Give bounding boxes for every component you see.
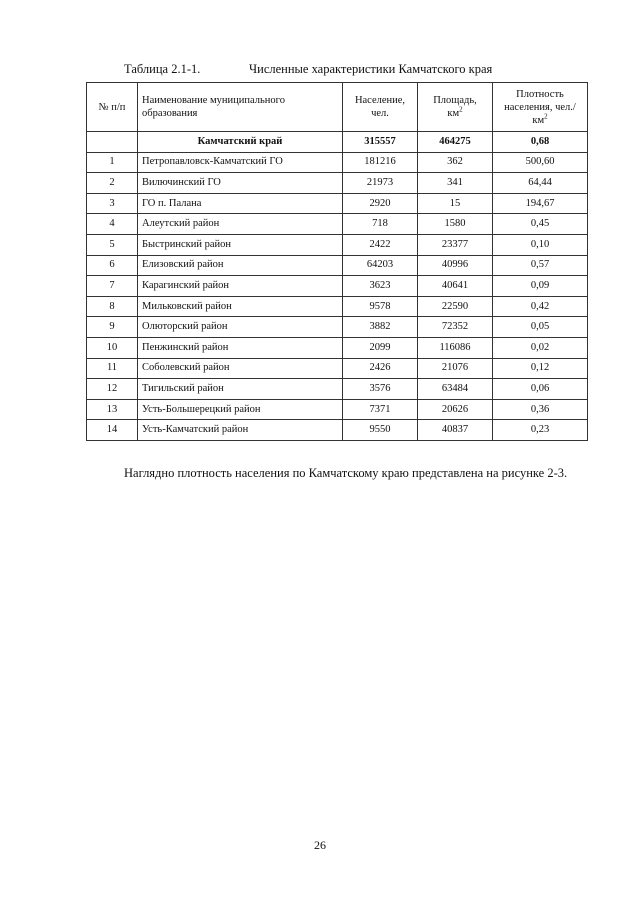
table-row bbox=[87, 234, 588, 255]
cell-num: 13 bbox=[87, 399, 138, 420]
table-row bbox=[87, 255, 588, 276]
cell-num: 14 bbox=[87, 420, 138, 441]
body-paragraph: Наглядно плотность населения по Камчатскому краю представлена на рисунке 2-3. bbox=[124, 466, 568, 480]
cell-area: 72352 bbox=[418, 317, 493, 338]
cell-density: 0,12 bbox=[493, 358, 588, 379]
cell-population: 2422 bbox=[343, 234, 418, 255]
cell-population: 7371 bbox=[343, 399, 418, 420]
cell-density: 0,23 bbox=[493, 420, 588, 441]
table-header-row bbox=[87, 83, 588, 132]
cell-population: 2920 bbox=[343, 193, 418, 214]
cell-name: Вилючинский ГО bbox=[138, 173, 343, 194]
cell-area: 15 bbox=[418, 193, 493, 214]
cell-density: 0,68 bbox=[493, 132, 588, 153]
cell-population: 315557 bbox=[343, 132, 418, 153]
cell-area: 63484 bbox=[418, 379, 493, 400]
cell-name: Камчатский край bbox=[138, 132, 343, 153]
header-area-unit: км bbox=[447, 108, 460, 119]
cell-population: 9550 bbox=[343, 420, 418, 441]
cell-area: 21076 bbox=[418, 358, 493, 379]
header-num: № п/п bbox=[87, 83, 138, 132]
table-row bbox=[87, 173, 588, 194]
table-row bbox=[87, 358, 588, 379]
cell-area: 362 bbox=[418, 152, 493, 173]
cell-num: 3 bbox=[87, 193, 138, 214]
cell-name: ГО п. Палана bbox=[138, 193, 343, 214]
cell-density: 500,60 bbox=[493, 152, 588, 173]
table-row bbox=[87, 317, 588, 338]
cell-density: 0,06 bbox=[493, 379, 588, 400]
cell-num: 9 bbox=[87, 317, 138, 338]
cell-area: 40641 bbox=[418, 276, 493, 297]
cell-population: 718 bbox=[343, 214, 418, 235]
cell-num: 5 bbox=[87, 234, 138, 255]
table-row bbox=[87, 379, 588, 400]
cell-num: 7 bbox=[87, 276, 138, 297]
table-caption bbox=[124, 62, 492, 77]
cell-population: 64203 bbox=[343, 255, 418, 276]
cell-name: Пенжинский район bbox=[138, 337, 343, 358]
table-body bbox=[87, 132, 588, 441]
cell-density: 194,67 bbox=[493, 193, 588, 214]
cell-population: 3882 bbox=[343, 317, 418, 338]
cell-name: Мильковский район bbox=[138, 296, 343, 317]
cell-population: 9578 bbox=[343, 296, 418, 317]
cell-num: 10 bbox=[87, 337, 138, 358]
cell-area: 116086 bbox=[418, 337, 493, 358]
cell-population: 2426 bbox=[343, 358, 418, 379]
cell-area: 22590 bbox=[418, 296, 493, 317]
header-area bbox=[418, 83, 493, 132]
table-row bbox=[87, 337, 588, 358]
cell-name: Соболевский район bbox=[138, 358, 343, 379]
cell-name: Усть-Большерецкий район bbox=[138, 399, 343, 420]
table-row bbox=[87, 399, 588, 420]
table-row-total bbox=[87, 132, 588, 153]
cell-density: 0,45 bbox=[493, 214, 588, 235]
cell-name: Алеутский район bbox=[138, 214, 343, 235]
cell-density: 0,57 bbox=[493, 255, 588, 276]
header-area-prefix: Площадь, bbox=[433, 95, 477, 106]
cell-density: 0,09 bbox=[493, 276, 588, 297]
table-row bbox=[87, 420, 588, 441]
table-row bbox=[87, 193, 588, 214]
table-caption-title: Численные характеристики Камчатского края bbox=[249, 62, 493, 76]
municipal-statistics-table bbox=[86, 82, 588, 441]
cell-population: 21973 bbox=[343, 173, 418, 194]
cell-name: Тигильский район bbox=[138, 379, 343, 400]
cell-population: 2099 bbox=[343, 337, 418, 358]
header-name: Наименование муниципального образования bbox=[138, 83, 343, 132]
cell-name: Усть-Камчатский район bbox=[138, 420, 343, 441]
cell-name: Елизовский район bbox=[138, 255, 343, 276]
table-caption-label: Таблица 2.1-1. bbox=[124, 62, 201, 76]
header-population: Население, чел. bbox=[343, 83, 418, 132]
table-row bbox=[87, 296, 588, 317]
cell-area: 1580 bbox=[418, 214, 493, 235]
cell-num: 6 bbox=[87, 255, 138, 276]
cell-area: 20626 bbox=[418, 399, 493, 420]
cell-num: 12 bbox=[87, 379, 138, 400]
cell-density: 0,05 bbox=[493, 317, 588, 338]
cell-area: 40996 bbox=[418, 255, 493, 276]
cell-num: 1 bbox=[87, 152, 138, 173]
cell-name: Олюторский район bbox=[138, 317, 343, 338]
cell-density: 0,36 bbox=[493, 399, 588, 420]
table-row bbox=[87, 152, 588, 173]
cell-num: 2 bbox=[87, 173, 138, 194]
cell-density: 0,02 bbox=[493, 337, 588, 358]
cell-population: 3576 bbox=[343, 379, 418, 400]
cell-area: 23377 bbox=[418, 234, 493, 255]
header-density-prefix: Плотность населения, чел./км bbox=[504, 88, 576, 126]
cell-name: Карагинский район bbox=[138, 276, 343, 297]
cell-density: 64,44 bbox=[493, 173, 588, 194]
table-row bbox=[87, 214, 588, 235]
table-row bbox=[87, 276, 588, 297]
cell-num: 8 bbox=[87, 296, 138, 317]
cell-population: 3623 bbox=[343, 276, 418, 297]
cell-num bbox=[87, 132, 138, 153]
cell-area: 464275 bbox=[418, 132, 493, 153]
cell-name: Петропавловск-Камчатский ГО bbox=[138, 152, 343, 173]
cell-num: 4 bbox=[87, 214, 138, 235]
cell-num: 11 bbox=[87, 358, 138, 379]
cell-name: Быстринский район bbox=[138, 234, 343, 255]
cell-population: 181216 bbox=[343, 152, 418, 173]
cell-area: 40837 bbox=[418, 420, 493, 441]
cell-density: 0,10 bbox=[493, 234, 588, 255]
page-number: 26 bbox=[314, 838, 326, 852]
header-density bbox=[493, 83, 588, 132]
header-area-sup: 2 bbox=[459, 105, 463, 114]
cell-density: 0,42 bbox=[493, 296, 588, 317]
header-density-sup: 2 bbox=[544, 112, 548, 120]
cell-area: 341 bbox=[418, 173, 493, 194]
